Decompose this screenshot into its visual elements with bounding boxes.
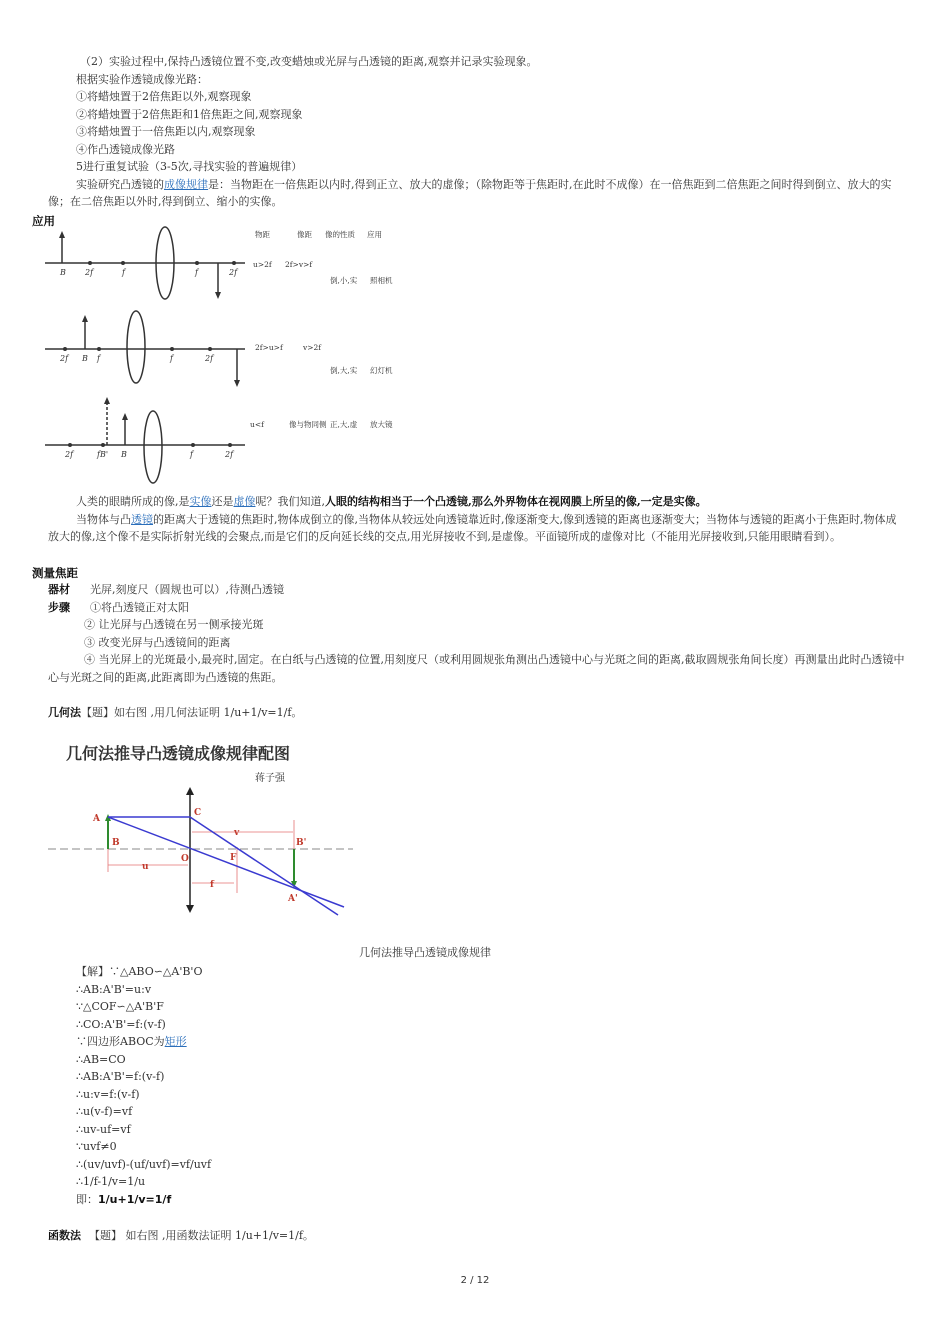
eye-section [48,493,906,546]
list-item: ④ 当光屏上的光斑最小,最亮时,固定。在白纸与凸透镜的位置,用刻度尺（或利用圆规张角测出凸透镜中心与光斑之间的距离,截取圆规张角间长度）再测量出此时凸透镜中心与光斑之间的距离,此距离即为凸透镜的焦距。 [48,653,905,684]
proof-line: ∴AB:A'B'=u:v [76,982,152,996]
image-nature: 正,大,虚 [330,420,358,429]
list-item: ②将蜡烛置于2倍焦距和1倍焦距之间,观察现象 [76,107,303,121]
text: 当物体与凸 [76,512,131,526]
list-item: ①将凸透镜正对太阳 [90,600,189,614]
text: 的距离大于透镜的焦距时,物体成倒立的像,当物体从较远处向透镜靠近时,像逐渐变大,像到透镜的距离也逐渐变大；当物体与透镜的距离小于焦距时,物体成放大的像,这个像不是实际折射光线的会聚点,而是它们的反向延长线的交点,用光屏接收不到,是虚像。平面镜所成的虚像对比（不能用光屏接收到,只能用眼睛看到）。 [48,512,897,543]
proof-line: ∵四边形ABOC为 [76,1035,165,1048]
list-item: ①将蜡烛置于2倍焦距以外,观察现象 [76,90,252,103]
image-distance: 2f>v>f [285,260,313,269]
lens-imaging-figure [45,225,410,487]
svg-text:B': B' [296,838,307,848]
object-distance: u>2f [253,260,272,269]
svg-text:B: B [60,268,66,277]
real-image-link[interactable]: 实像 [189,495,212,508]
table-header: 像的性质 [325,230,355,239]
proof-block [76,963,211,1208]
svg-text:fB': fB' [97,450,109,459]
list-item: ② 让光屏与凸透镜在另一侧承接光斑 [84,618,264,631]
page-number: 2 / 12 [460,1275,490,1286]
svg-text:u: u [142,862,149,872]
proof-line: 【解】∵△ABO∽△A'B'O [76,965,203,978]
proof-line: ∵uvf≠0 [76,1140,117,1153]
focal-heading: 测量焦距 [32,566,78,580]
proof-line: ∴u(v-f)=vf [76,1105,133,1118]
proof-line: ∴AB=CO [76,1052,126,1066]
virtual-image-link[interactable]: 虚像 [233,495,256,508]
image-distance: 像与物同侧 [289,420,327,429]
svg-text:B: B [112,838,120,848]
svg-text:O: O [181,854,189,864]
object-distance: 2f>u>f [255,343,283,352]
svg-text:2f: 2f [60,354,69,363]
lens-link[interactable]: 透镜 [131,512,153,526]
svg-text:B: B [82,354,88,363]
svg-text:v: v [234,828,240,838]
conclusion-prefix: 即： [76,1192,98,1206]
list-item: 5进行重复试验（3-5次,寻找实验的普遍规律） [76,160,303,173]
svg-text:f: f [97,354,100,363]
geometry-figure [48,735,358,925]
svg-text:f: f [210,880,214,890]
text: 呢？我们知道, [255,495,325,508]
question-text: 【题】如右图 ,用几何法证明 1/u+1/v=1/f。 [81,706,303,719]
eye-paragraph-2 [48,511,906,546]
paragraph: 根据实验作透镜成像光路： [76,72,208,86]
svg-text:B: B [121,450,127,459]
proof-line: ∴u:v=f:(v-f) [76,1087,140,1101]
experiment-step-text: （2）实验过程中,保持凸透镜位置不变,改变蜡烛或光屏与凸透镜的距离,观察并记录实验现象。 [80,55,538,68]
text: 人类的眼睛所成的像,是 [76,495,190,508]
list-item: ③将蜡烛置于一倍焦距以内,观察现象 [76,125,256,138]
rectangle-link[interactable]: 矩形 [164,1035,187,1048]
proof-line: ∴CO:A'B'=f:(v-f) [76,1017,166,1031]
svg-text:A': A' [288,894,298,904]
svg-text:f: f [195,268,198,277]
rule-paragraph [48,176,906,211]
image-nature: 倒,大,实 [330,366,358,375]
text: 是：当物距在一倍焦距以内时,得到正立、放大的虚像；（除物距等于焦距时,在此时不成像）在一倍焦距到二倍焦距之间时得到倒立、放大的实像；在二倍焦距以外时,得到倒立、缩小的实像。 [48,177,892,208]
proof-line: ∴1/f-1/v=1/u [76,1175,146,1188]
table-header: 应用 [367,230,382,239]
application-heading: 应用 [32,214,55,228]
figure-title: 几何法推导凸透镜成像规律配图 [66,744,291,763]
list-item: ④作凸透镜成像光路 [76,142,175,156]
svg-text:2f: 2f [225,450,234,459]
svg-text:2f: 2f [85,268,94,277]
application-use: 放大镜 [370,420,393,429]
experiment-section [48,53,906,211]
proof-line: ∵△COF∽△A'B'F [76,1000,164,1013]
svg-text:f: f [170,354,173,363]
svg-text:A: A [93,814,100,824]
svg-text:f: f [190,450,193,459]
svg-text:F: F [230,853,237,863]
proof-line: ∴uv-uf=vf [76,1122,131,1136]
image-nature: 倒,小,实 [330,276,358,285]
imaging-rule-link[interactable]: 成像规律 [164,177,208,191]
list-item: ③ 改变光屏与凸透镜间的距离 [84,635,231,649]
question-text: 【题】 如右图 ,用函数法证明 1/u+1/v=1/f。 [89,1229,314,1242]
table-header: 像距 [297,230,312,239]
figure-caption: 几何法推导凸透镜成像规律 [359,946,491,959]
geometry-label: 几何法 [48,706,81,719]
svg-text:2f: 2f [65,450,74,459]
proof-line: ∴(uv/uvf)-(uf/uvf)=vf/uvf [76,1157,212,1171]
geometry-question [48,704,906,722]
svg-text:2f: 2f [205,354,214,363]
table-header: 物距 [255,230,270,239]
bold-text: 人眼的结构相当于一个凸透镜,那么外界物体在视网膜上所呈的像,一定是实像。 [325,495,707,508]
conclusion: 1/u+1/v=1/f [98,1192,172,1206]
text: 实验研究凸透镜的 [76,177,164,191]
object-distance: u<f [250,420,264,429]
svg-text:2f: 2f [229,268,238,277]
materials-text: 光屏,刻度尺（圆规也可以）,待测凸透镜 [90,583,284,596]
function-label: 函数法 [48,1229,81,1242]
proof-line: ∴AB:A'B'=f:(v-f) [76,1070,165,1083]
materials-label: 器材 [48,583,70,596]
eye-paragraph [48,493,906,511]
svg-text:f: f [122,268,125,277]
application-use: 幻灯机 [370,366,393,375]
steps-label: 步骤 [48,600,70,614]
svg-text:C: C [194,808,202,818]
image-distance: v>2f [303,343,322,352]
focal-section [48,581,906,686]
function-question [48,1227,906,1245]
application-use: 照相机 [370,276,393,285]
text: 还是 [211,495,234,508]
figure-author: 蒋子强 [255,773,285,784]
